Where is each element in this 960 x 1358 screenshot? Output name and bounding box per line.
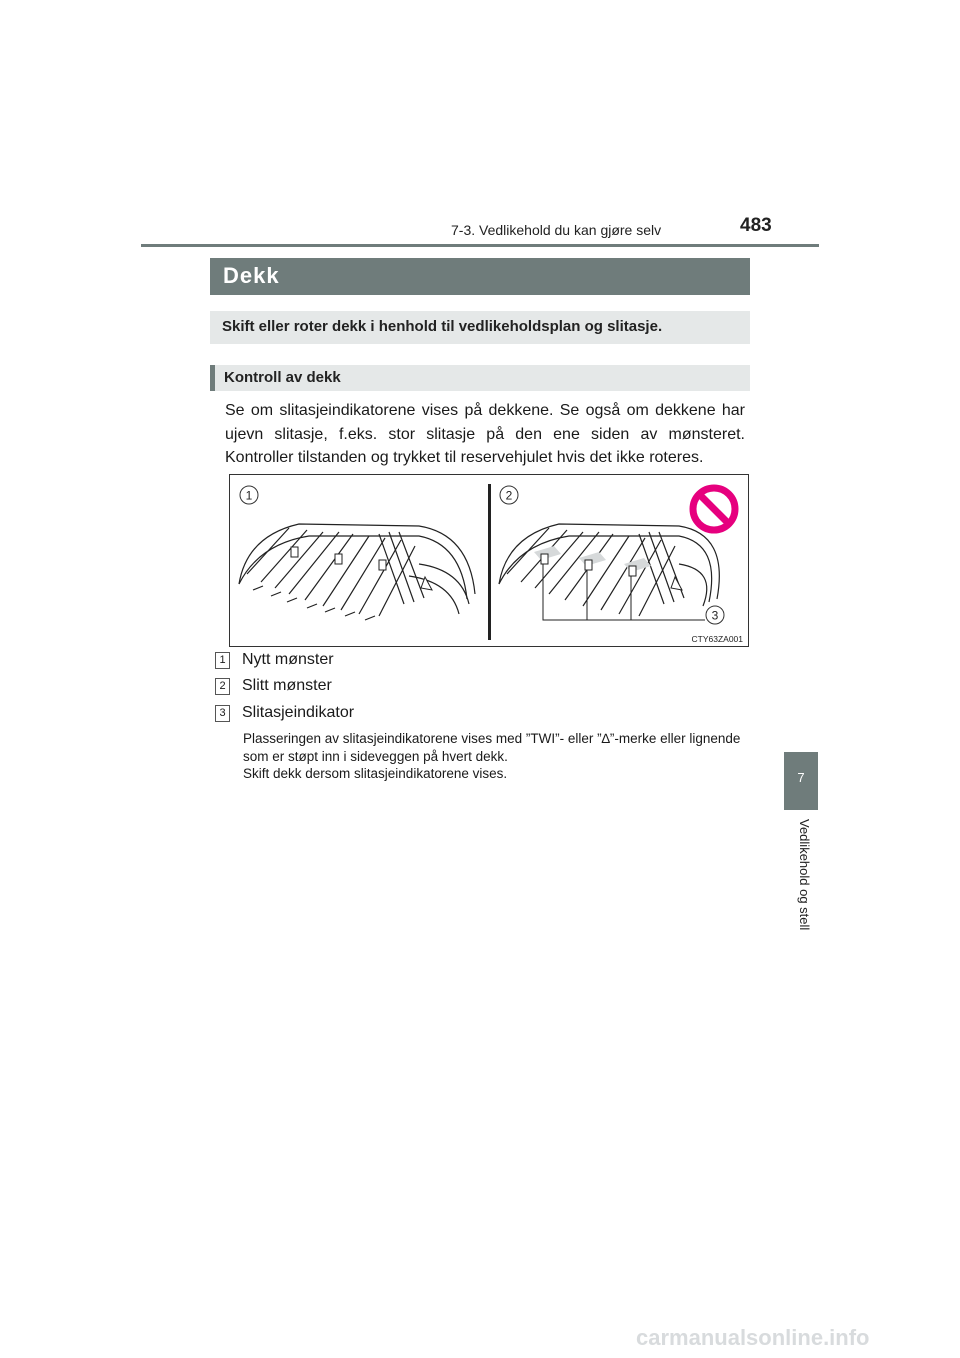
figure-divider	[488, 484, 491, 640]
figure-code: CTY63ZA001	[691, 634, 743, 644]
chapter-number: 7	[797, 770, 805, 785]
chapter-tab	[784, 752, 818, 810]
legend-badge: 2	[215, 678, 230, 695]
header-divider	[141, 244, 819, 247]
note-line-1: Plasseringen av slitasjeindikatorene vises med ”TWI”- eller ”∆”-merke eller lignende som er støpt inn i sideveggen på hvert dekk.	[243, 731, 741, 764]
note-line-2: Skift dekk dersom slitasjeindikatorene vises.	[243, 766, 508, 781]
header-section-title: 7-3. Vedlikehold du kan gjøre selv	[451, 222, 662, 238]
indicator-note	[243, 730, 753, 783]
callout-2: 2	[505, 488, 513, 503]
footer-watermark: carmanualsonline.info	[636, 1325, 870, 1350]
callout-3: 3	[711, 608, 719, 623]
section-heading: Kontroll av dekk	[210, 365, 750, 391]
intro-summary: Skift eller roter dekk i henhold til vedlikeholdsplan og slitasje.	[210, 311, 750, 344]
tire-tread-illustration	[229, 474, 749, 647]
legend-badge: 3	[215, 705, 230, 722]
legend-badge: 1	[215, 652, 230, 669]
page-title: Dekk	[210, 258, 750, 295]
section-body: Se om slitasjeindikatorene vises på dekkene. Se også om dekkene har ujevn slitasje, f.eks. stor slitasje på den ene siden av mønsteret. Kontroller tilstanden og trykket til reservehjulet hvis det ikke roteres.	[225, 402, 745, 466]
legend-label: Nytt mønster	[242, 651, 334, 668]
legend-label: Slitasjeindikator	[242, 704, 355, 721]
chapter-label: Vedlikehold og stell	[797, 819, 812, 931]
page-number: 483	[740, 215, 772, 236]
legend-label: Slitt mønster	[242, 677, 332, 694]
callout-1: 1	[245, 488, 253, 503]
